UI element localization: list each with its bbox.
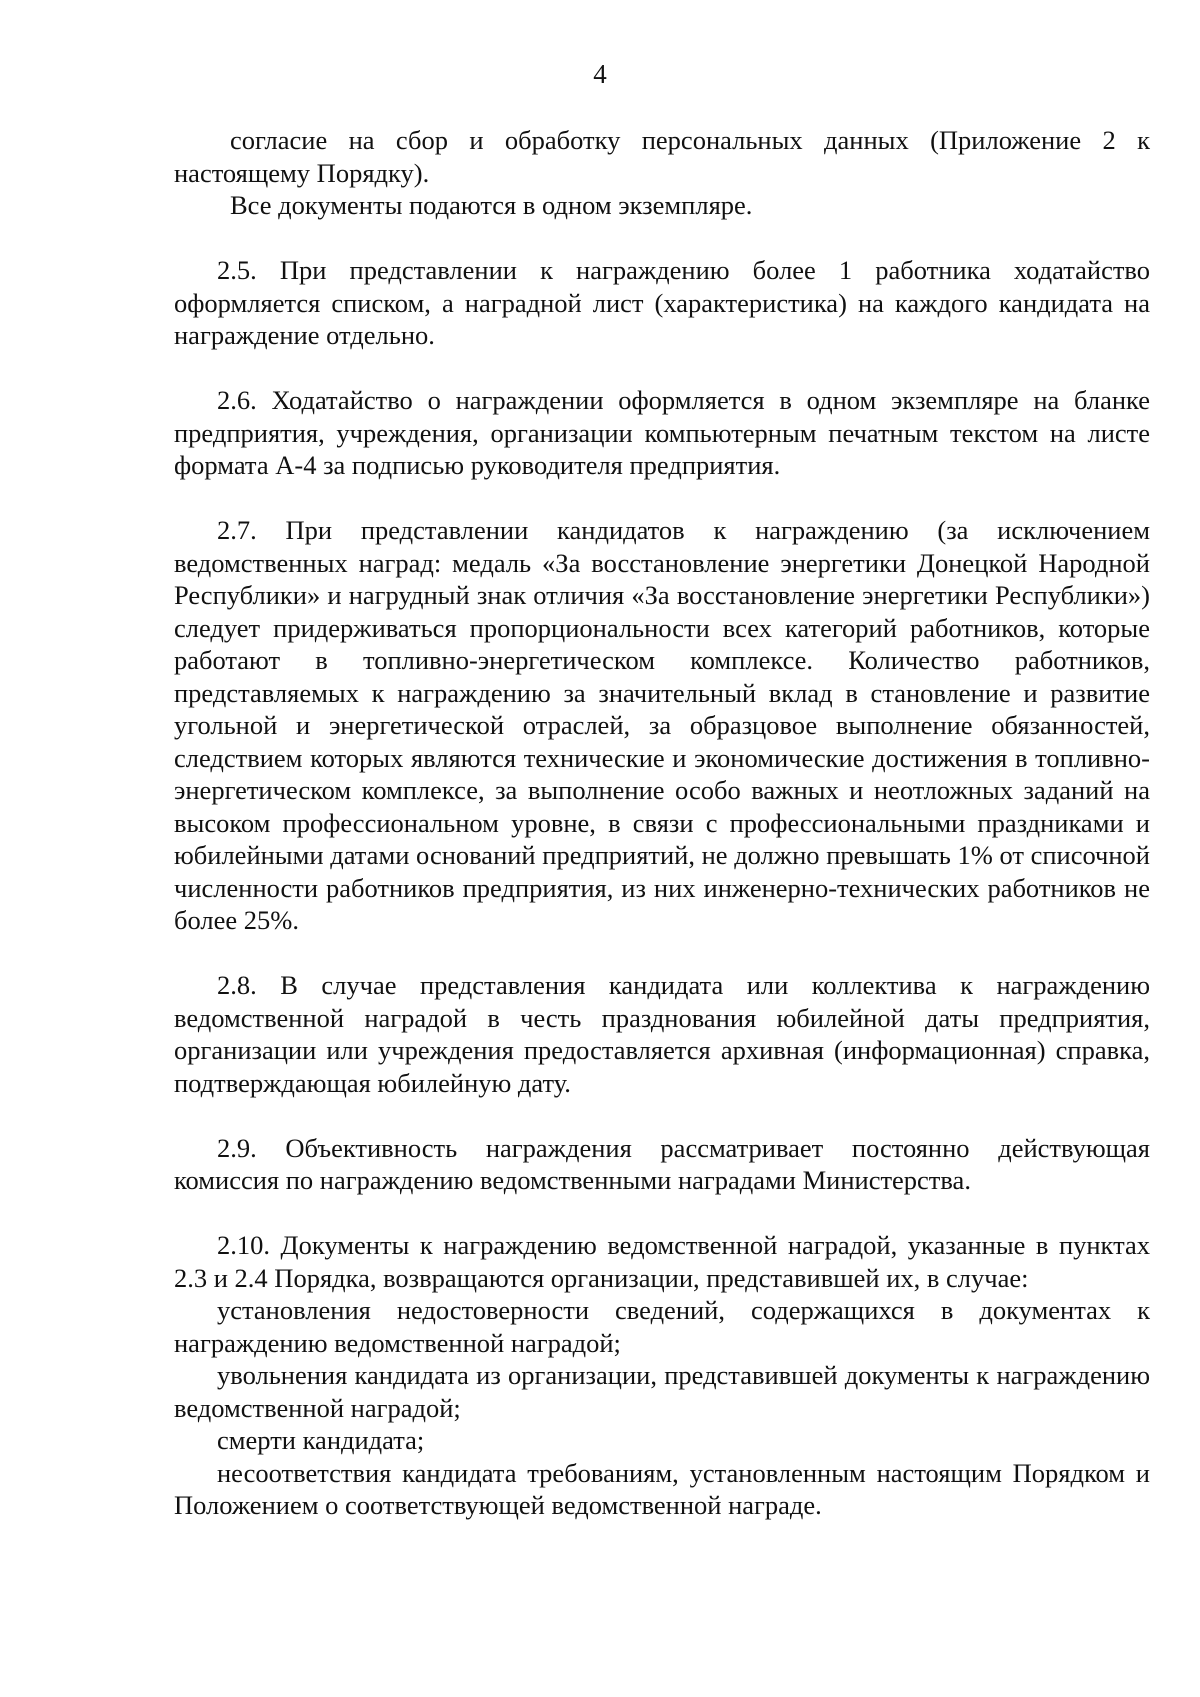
page-number: 4 (593, 59, 607, 89)
paragraph-2-5: 2.5. При представлении к награждению более 1 работника ходатайство оформляется списком, а наградной лист (характеристика) на каждого кандидата на награждение отдельно. (174, 255, 1150, 350)
paragraph-2-9: 2.9. Объективность награждения рассматривает постоянно действующая комиссия по награждению ведомственными наградами Министерства. (174, 1132, 1150, 1195)
paragraph-single-copy-note: Все документы подаются в одном экземпляре. (230, 190, 753, 220)
paragraph-2-6: 2.6. Ходатайство о награждении оформляется в одном экземпляре на бланке предприятия, учреждения, организации компьютерным печатным текстом на листе формата А-4 за подписью руководителя предприятия. (174, 385, 1150, 480)
paragraph-2-10: 2.10. Документы к награждению ведомственной наградой, указанные в пунктах 2.3 и 2.4 Порядка, возвращаются организации, представившей их, в случае: (174, 1230, 1150, 1293)
paragraph-consent-continuation: согласие на сбор и обработку персональных данных (Приложение 2 к настоящему Порядку). (174, 125, 1150, 188)
document-body (174, 124, 1150, 1522)
list-item-noncompliance: несоответствия кандидата требованиям, установленным настоящим Порядком и Положением о соответствующей ведомственной награде. (174, 1457, 1150, 1520)
list-item-death: смерти кандидата; (217, 1425, 425, 1455)
paragraph-2-8: 2.8. В случае представления кандидата или коллектива к награждению ведомственной наградой в честь празднования юбилейной даты предприятия, организации или учреждения предоставляется архивная (информационная) справка, подтверждающая юбилейную дату. (174, 970, 1150, 1098)
list-item-unreliable-info: установления недостоверности сведений, содержащихся в документах к награждению ведомственной наградой; (174, 1295, 1150, 1358)
list-item-dismissal: увольнения кандидата из организации, представившей документы к награждению ведомственной наградой; (174, 1360, 1150, 1423)
paragraph-2-7: 2.7. При представлении кандидатов к награждению (за исключением ведомственных наград: медаль «За восстановление энергетики Донецкой Народной Республики» и нагрудный знак отличия «За восстановление энергетики Республики») следует придерживаться пропорциональности всех категорий работников, которые работают в топливно-энергетическом комплексе. Количество работников, представляемых к награждению за значительный вклад в становление и развитие угольной и энергетической отраслей, за образцовое выполнение обязанностей, следствием которых являются технические и экономические достижения в топливно-энергетическом комплексе, за выполнение особо важных и неотложных заданий на высоком профессиональном уровне, в связи с профессиональными праздниками и юбилейными датами оснований предприятий, не должно превышать 1% от списочной численности работников предприятия, из них инженерно-технических работников не более 25%. (174, 515, 1150, 935)
